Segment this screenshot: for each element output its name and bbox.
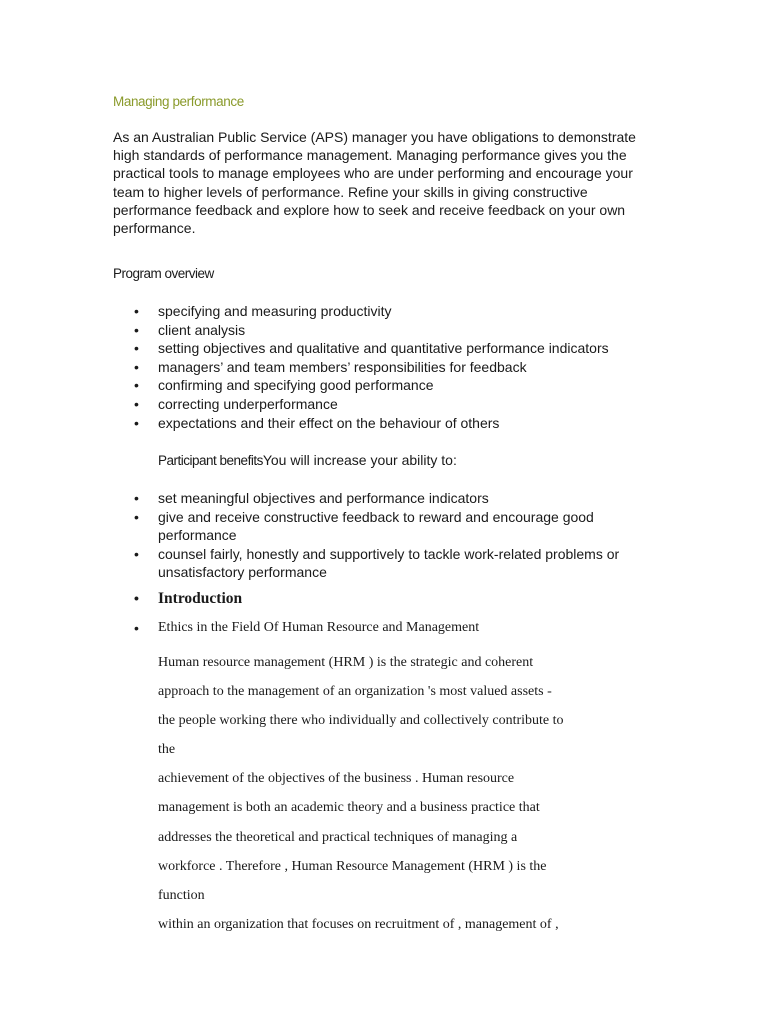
paragraph-line: the people working there who individually and collectively contribute to <box>158 713 564 729</box>
paragraph-line: management is both an academic theory and a business practice that <box>158 800 540 816</box>
list-item: • confirming and specifying good performance <box>113 376 658 395</box>
page-title: Managing performance <box>113 94 244 109</box>
participant-benefits-intro <box>158 452 457 468</box>
participant-benefits-lead: You will increase your ability to: <box>262 452 457 468</box>
list-item: • client analysis <box>113 321 658 340</box>
intro-paragraph: As an Australian Public Service (APS) manager you have obligations to demonstrate high standards of performance management. Managing performance gives you the practical tools to manage employees who are under performing and encourage your team to higher levels of performance. Refine your skills in giving constructive performance feedback and explore how to seek and receive feedback on your own performance. <box>113 129 636 237</box>
participant-benefits-label: Participant benefits <box>158 453 263 468</box>
paragraph-line: function <box>158 887 205 903</box>
list-item: • correcting underperformance <box>113 395 658 414</box>
paragraph-line: Human resource management (HRM ) is the strategic and coherent <box>158 655 534 670</box>
paragraph-line: approach to the management of an organization 's most valued assets - <box>158 684 552 700</box>
list-item: • set meaningful objectives and performance indicators <box>113 489 658 508</box>
list-item: • give and receive constructive feedback to reward and encourage good performance <box>113 508 658 545</box>
list-item: • counsel fairly, honestly and supportively to tackle work-related problems or unsatisfactory performance <box>113 545 658 582</box>
paragraph-line: achievement of the objectives of the business . Human resource <box>158 771 515 787</box>
paragraph-line: within an organization that focuses on recruitment of , management of , <box>158 916 559 932</box>
program-overview-heading: Program overview <box>113 266 214 281</box>
ethics-list <box>113 620 479 636</box>
introduction-heading: • Introduction <box>113 590 242 608</box>
program-overview-list <box>113 302 658 432</box>
paragraph-line: the <box>158 742 176 758</box>
ethics-heading: • Ethics in the Field Of Human Resource and Management <box>113 620 479 636</box>
introduction-list <box>113 590 242 608</box>
participant-benefits-list <box>113 489 658 582</box>
hrm-paragraph <box>158 648 648 939</box>
list-item: • specifying and measuring productivity <box>113 302 658 321</box>
paragraph-line: workforce . Therefore , Human Resource Management (HRM ) is the <box>158 858 547 874</box>
list-item: • expectations and their effect on the behaviour of others <box>113 414 658 433</box>
paragraph-line: addresses the theoretical and practical techniques of managing a <box>158 829 518 845</box>
list-item: • managers’ and team members’ responsibilities for feedback <box>113 358 658 377</box>
list-item: • setting objectives and qualitative and quantitative performance indicators <box>113 339 658 358</box>
